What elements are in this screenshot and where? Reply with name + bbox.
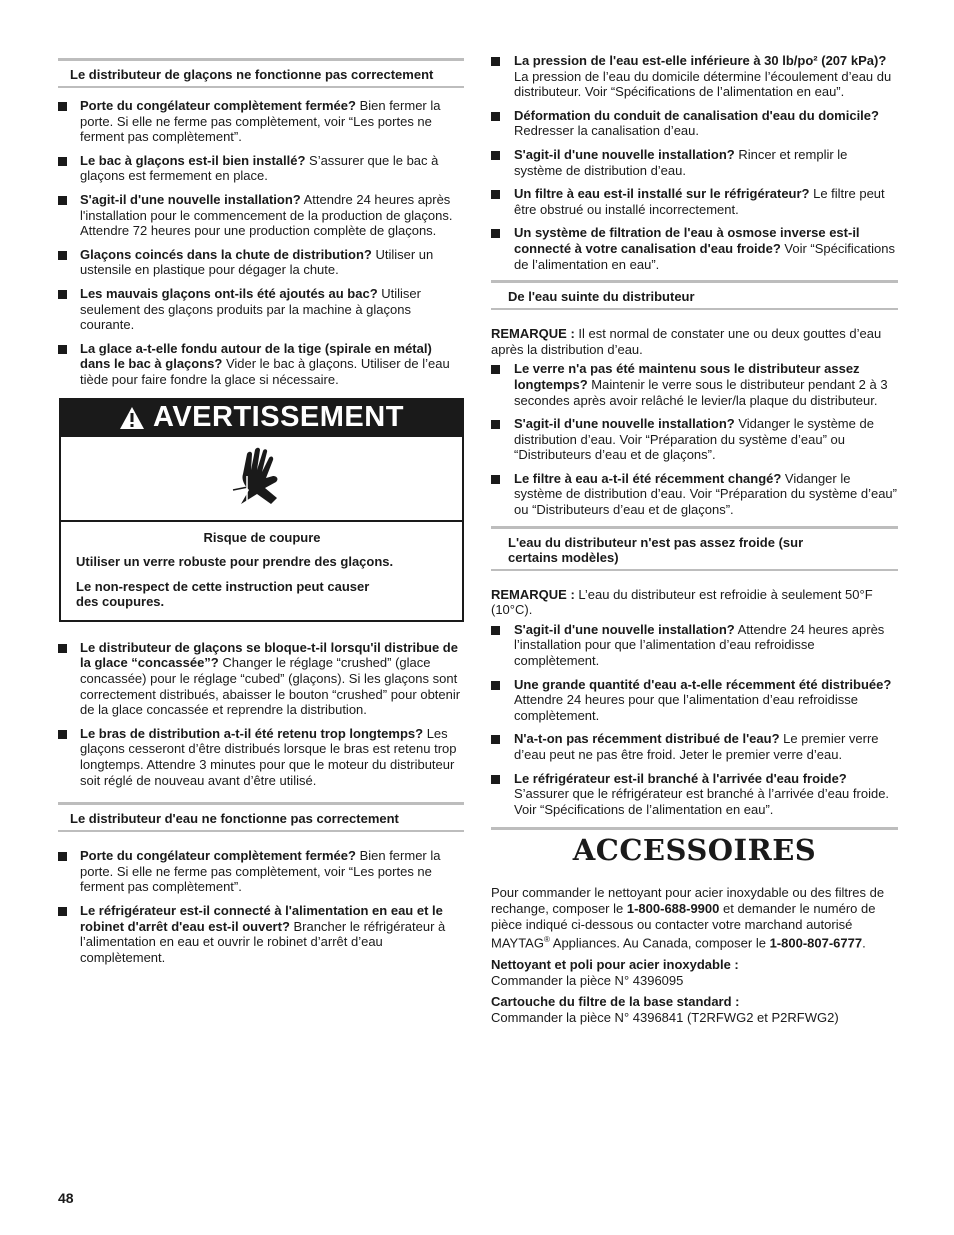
warning-hazard-label: Risque de coupure (203, 529, 321, 545)
accessory-item-cleaner-part: Commander la pièce N° 4396095 (491, 972, 684, 988)
section-heading-water-leak: De l'eau suinte du distributeur (491, 280, 898, 310)
list-item: Le réfrigérateur est-il connecté à l'alimentation en eau et le robinet d'arrêt d'eau est-il ouvert? Brancher le réfrigérateur à l’alimentation en eau et ouvrir le robinet d’arrêt d’eau complètement. (58, 903, 464, 965)
list-item: La pression de l'eau est-elle inférieure à 30 lb/po² (207 kPa)? La pression de l’eau du domicile détermine l’écoulement d’eau du distributeur. Voir “Spécifications de l’alimentation en eau”. (491, 53, 898, 100)
water-leak-list (491, 361, 898, 517)
list-item: Le verre n'a pas été maintenu sous le distributeur assez longtemps? Maintenir le verre sous le distributeur pendant 2 à 3 secondes après avoir relâché le levier/la plaque du distributeur. (491, 361, 898, 408)
warning-text (61, 522, 462, 620)
accessory-item-cleaner-title: Nettoyant et poli pour acier inoxydable : (491, 957, 739, 973)
water-not-cold-list (491, 622, 898, 818)
water-pressure-list (491, 53, 898, 272)
warning-triangle-icon (119, 406, 145, 430)
list-item: S'agit-il d'une nouvelle installation? Attendre 24 heures après l'installation pour le commencement de la production de glaçons. Attendre 72 heures pour une production complète de glaçons. (58, 192, 464, 239)
section-heading-ice-dispenser: Le distributeur de glaçons ne fonctionne pas correctement (58, 58, 464, 88)
list-item: Déformation du conduit de canalisation d'eau du domicile? Redresser la canalisation d’eau. (491, 108, 898, 139)
list-item: Le réfrigérateur est-il branché à l'arrivée d'eau froide? S’assurer que le réfrigérateur est branché à l’arrivée d’eau froide. Voir “Spécifications de l’alimentation en eau”. (491, 771, 898, 818)
section-heading-water-not-cold: L'eau du distributeur n'est pas assez froide (sur certains modèles) (491, 526, 898, 571)
ice-dispenser-list-2 (58, 640, 464, 788)
warning-title: AVERTISSEMENT (153, 401, 404, 434)
water-dispenser-list (58, 848, 464, 965)
accessory-item-filter-title: Cartouche du filtre de la base standard : (491, 994, 740, 1010)
list-item: N'a-t-on pas récemment distribué de l'eau? Le premier verre d’eau peut ne pas être froid. Jeter le premier verre d’eau. (491, 731, 898, 762)
list-item: Le bac à glaçons est-il bien installé? S’assurer que le bac à glaçons est fermement en place. (58, 153, 464, 184)
warning-box (59, 398, 464, 622)
list-item: Porte du congélateur complètement fermée? Bien fermer la porte. Si elle ne ferme pas complètement, voir “Les portes ne ferment pas complètement”. (58, 848, 464, 895)
warning-icon-area (61, 437, 462, 522)
warning-consequence: Le non-respect de cette instruction peut causer des coupures. (76, 578, 370, 610)
list-item: Le filtre à eau a-t-il été récemment changé? Vidanger le système de distribution d’eau. Voir “Préparation du système d’eau” ou “Distributeurs d’eau et de glaçons”. (491, 471, 898, 518)
ice-dispenser-list (58, 98, 464, 388)
list-item: Le distributeur de glaçons se bloque-t-il lorsqu'il distribue de la glace “concassée”? Changer le réglage “crushed” (glace concassée) pour le réglage “cubed” (glaçons). Si les glaçons sont correctement distribués, abaisser le bouton “crushed” pour obtenir de la glace concassée et reprendre la distribution. (58, 640, 464, 718)
list-item: Le bras de distribution a-t-il été retenu trop longtemps? Les glaçons cesseront d’être distribués lorsque le bras est retenu trop longtemps. Attendre 3 minutes pour que le moteur du distributeur soit réglé de nouveau avant d’être utilisé. (58, 726, 464, 788)
list-item: Un système de filtration de l'eau à osmose inverse est-il connecté à votre canalisation d'eau froide? Voir “Spécifications de l’alimentation en eau”. (491, 225, 898, 272)
cold-note: REMARQUE : L’eau du distributeur est refroidie à seulement 50°F (10°C). (491, 586, 873, 618)
list-item: Les mauvais glaçons ont-ils été ajoutés au bac? Utiliser seulement des glaçons produits par la machine à glaçons courante. (58, 286, 464, 333)
accessories-intro: Pour commander le nettoyant pour acier inoxydable ou des filtres de rechange, composer le 1-800-688-9900 et demander le numéro de pièce indiqué ci-dessous ou contacter votre marchand autorisé MAYTAG® Appliances. Au Canada, composer le 1-800-807-6777. (491, 885, 885, 951)
warning-header (61, 400, 462, 437)
list-item: S'agit-il d'une nouvelle installation? Vidanger le système de distribution d’eau. Voir “Préparation du système d’eau” ou “Distributeurs d’eau et de glaçons”. (491, 416, 898, 463)
page-number: 48 (58, 1190, 74, 1206)
list-item: Porte du congélateur complètement fermée? Bien fermer la porte. Si elle ne ferme pas complètement, voir “Les portes ne ferment pas complètement”. (58, 98, 464, 145)
left-column (58, 58, 464, 973)
right-column (491, 53, 898, 1025)
leak-note: REMARQUE : Il est normal de constater une ou deux gouttes d’eau après la distribution d’eau. (491, 326, 882, 357)
list-item: Un filtre à eau est-il installé sur le réfrigérateur? Le filtre peut être obstrué ou installé incorrectement. (491, 186, 898, 217)
list-item: S'agit-il d'une nouvelle installation? Attendre 24 heures après l’installation pour que l’alimentation d’eau refroidisse complètement. (491, 622, 898, 669)
section-heading-water-dispenser: Le distributeur d'eau ne fonctionne pas correctement (58, 802, 464, 832)
warning-instruction: Utiliser un verre robuste pour prendre des glaçons. (76, 554, 394, 570)
list-item: La glace a-t-elle fondu autour de la tige (spirale en métal) dans le bac à glaçons? Vider le bac à glaçons. Utiliser de l’eau tiède pour faire fondre la glace si nécessaire. (58, 341, 464, 388)
list-item: Glaçons coincés dans la chute de distribution? Utiliser un ustensile en plastique pour dégager la chute. (58, 247, 464, 278)
hand-cut-hazard-icon (227, 446, 297, 510)
accessory-item-filter-part: Commander la pièce N° 4396841 (T2RFWG2 et P2RFWG2) (491, 1009, 839, 1025)
accessories-title: ACCESSOIRES (491, 827, 898, 879)
list-item: S'agit-il d'une nouvelle installation? Rincer et remplir le système de distribution d’eau. (491, 147, 898, 178)
list-item: Une grande quantité d'eau a-t-elle récemment été distribuée? Attendre 24 heures pour que l’alimentation d’eau refroidisse complètement. (491, 677, 898, 724)
